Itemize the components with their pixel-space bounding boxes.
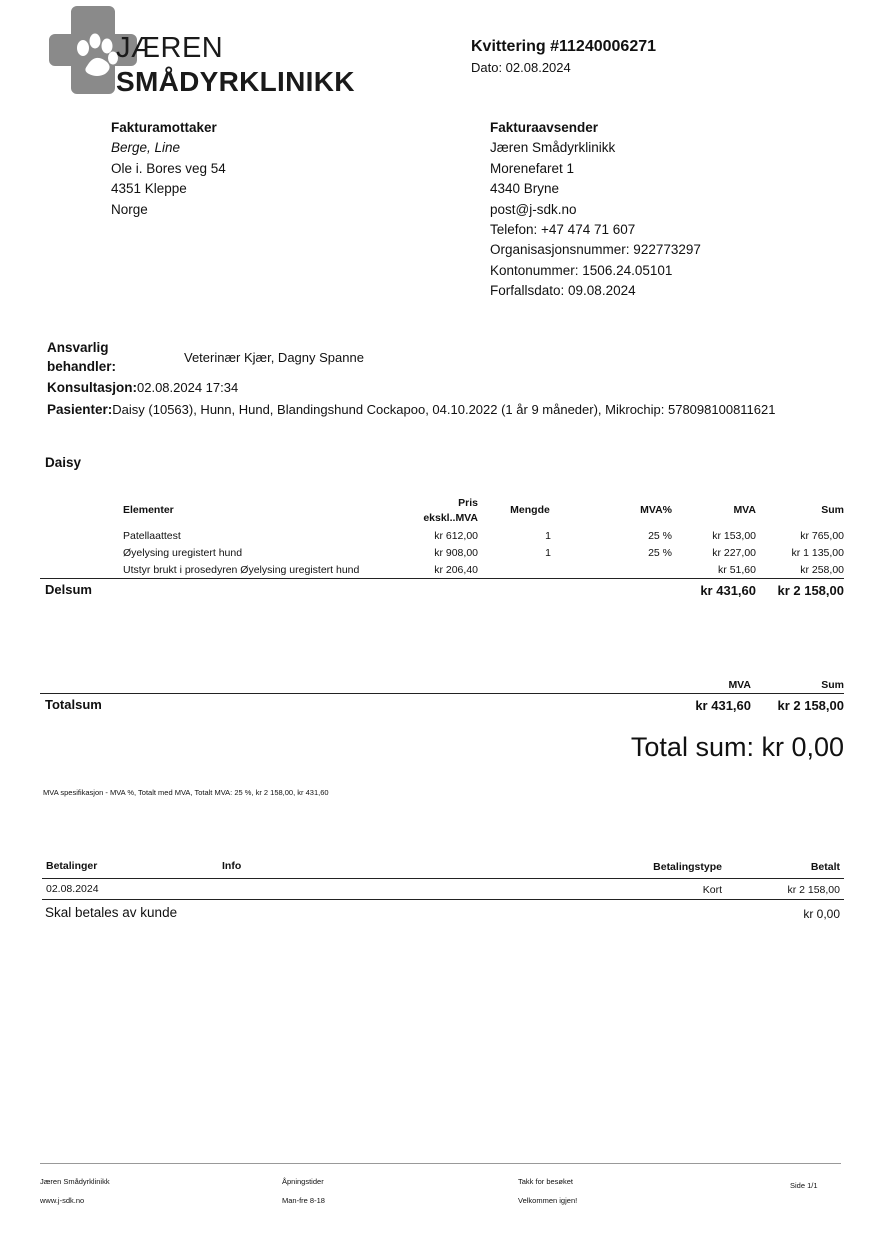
totals-vat-header: MVA <box>728 679 751 691</box>
sender-account: Kontonummer: 1506.24.05101 <box>490 262 673 278</box>
item-price: kr 206,40 <box>434 564 478 576</box>
sender-phone: Telefon: +47 474 71 607 <box>490 222 636 238</box>
payments-paid-header: Betalt <box>810 861 840 873</box>
footer-company: Jæren Smådyrklinikk <box>40 1177 110 1186</box>
sender-org: Organisasjonsnummer: 922773297 <box>490 242 701 258</box>
col-quantity: Mengde <box>510 504 550 516</box>
footer-thanks: Takk for besøket <box>518 1177 574 1186</box>
col-price-1: Pris <box>458 497 478 509</box>
logo-line-1: JÆREN <box>116 32 224 64</box>
item-vat: kr 153,00 <box>712 530 756 542</box>
totals-sum-header: Sum <box>821 679 844 691</box>
responsible-label-1: Ansvarlig <box>47 340 109 355</box>
patients-label: Pasienter: <box>47 402 113 417</box>
item-price: kr 908,00 <box>434 547 478 559</box>
item-vat-percent: 25 % <box>648 547 672 559</box>
item-vat: kr 227,00 <box>712 547 756 559</box>
subtotal-label: Delsum <box>45 582 92 597</box>
recipient-name: Berge, Line <box>111 140 181 156</box>
item-name: Utstyr brukt i prosedyren Øyelysing uregistert hund <box>123 564 360 576</box>
consultation-label: Konsultasjon: <box>47 380 137 395</box>
logo-line-2: SMÅDYRKLINIKK <box>116 66 355 97</box>
footer-web: www.j-sdk.no <box>40 1196 85 1205</box>
patient-section-title: Daisy <box>45 455 82 470</box>
totals-label: Totalsum <box>45 697 102 712</box>
footer-divider <box>40 1163 841 1164</box>
due-label: Skal betales av kunde <box>45 905 178 920</box>
responsible-value: Veterinær Kjær, Dagny Spanne <box>184 350 364 365</box>
item-sum: kr 765,00 <box>800 530 844 542</box>
responsible-label-2: behandler: <box>47 359 117 374</box>
payments-type-header: Betalingstype <box>653 861 722 873</box>
sender-name: Jæren Smådyrklinikk <box>490 140 616 156</box>
footer-welcome: Velkommen igjen! <box>518 1196 578 1205</box>
col-elements: Elementer <box>123 504 174 516</box>
sender-block <box>490 118 701 302</box>
subtotal-divider <box>40 578 844 579</box>
totals-divider <box>40 693 844 694</box>
sender-postal: 4340 Bryne <box>490 181 560 197</box>
sender-heading: Fakturaavsender <box>490 120 599 135</box>
patients-value: Daisy (10563), Hunn, Hund, Blandingshund Cockapoo, 04.10.2022 (1 år 9 måneder), Mikrochip: 578098100811621 <box>112 402 776 417</box>
payments-info-header: Info <box>222 860 242 872</box>
item-price: kr 612,00 <box>434 530 478 542</box>
recipient-heading: Fakturamottaker <box>111 120 217 135</box>
recipient-postal: 4351 Kleppe <box>111 181 187 197</box>
recipient-block <box>111 118 226 220</box>
item-quantity: 1 <box>545 547 551 559</box>
consultation-value: 02.08.2024 17:34 <box>137 380 239 395</box>
payments-bottom-divider <box>42 899 844 900</box>
big-total-sum: Total sum: kr 0,00 <box>630 732 844 762</box>
recipient-street: Ole i. Bores veg 54 <box>111 160 226 176</box>
sender-email: post@j-sdk.no <box>490 201 577 217</box>
payment-type: Kort <box>702 884 722 896</box>
totals-sum: kr 2 158,00 <box>777 698 844 713</box>
item-vat-percent: 25 % <box>648 530 672 542</box>
due-value: kr 0,00 <box>803 907 840 921</box>
footer-page: Side 1/1 <box>790 1181 818 1190</box>
payments-divider <box>42 878 844 879</box>
col-price-2: ekskl..MVA <box>423 512 478 524</box>
item-sum: kr 1 135,00 <box>791 547 844 559</box>
totals-vat: kr 431,60 <box>695 698 751 713</box>
sender-street: Morenefaret 1 <box>490 160 575 176</box>
vat-specification: MVA spesifikasjon - MVA %, Totalt med MVA, Totalt MVA: 25 %, kr 2 158,00, kr 431,60 <box>43 788 329 797</box>
subtotal-sum: kr 2 158,00 <box>777 583 844 598</box>
payment-paid: kr 2 158,00 <box>787 884 840 896</box>
item-vat: kr 51,60 <box>718 564 756 576</box>
receipt-title: Kvittering #11240006271 <box>471 38 657 55</box>
receipt-date: Dato: 02.08.2024 <box>471 60 571 75</box>
item-sum: kr 258,00 <box>800 564 844 576</box>
col-sum: Sum <box>821 504 844 516</box>
sender-due-date: Forfallsdato: 09.08.2024 <box>490 283 636 299</box>
col-vat-percent: MVA% <box>640 504 672 516</box>
col-vat: MVA <box>733 504 756 516</box>
footer-hours-label: Åpningstider <box>282 1177 324 1186</box>
payments-header: Betalinger <box>46 860 98 872</box>
item-name: Patellaattest <box>123 530 181 542</box>
item-name: Øyelysing uregistert hund <box>123 547 243 559</box>
patients-line <box>47 401 775 419</box>
recipient-country: Norge <box>111 201 148 217</box>
subtotal-vat: kr 431,60 <box>700 583 756 598</box>
footer-hours: Man-fre 8-18 <box>282 1196 325 1205</box>
item-quantity: 1 <box>545 530 551 542</box>
payment-date: 02.08.2024 <box>46 883 99 895</box>
consultation-line <box>47 379 238 397</box>
